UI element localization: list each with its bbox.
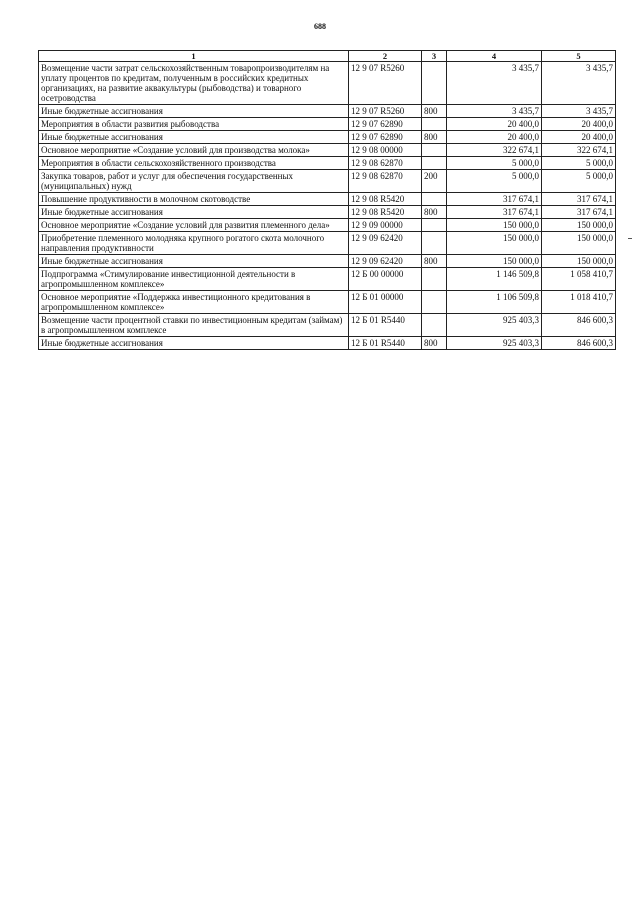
row-name-cell: Приобретение племенного молодняка крупного рогатого скота молочного направления продуктивности bbox=[39, 232, 349, 255]
row-type-cell: 800 bbox=[422, 255, 447, 268]
column-header-sum-2: 5 bbox=[542, 51, 616, 62]
row-code-cell: 12 9 07 R5260 bbox=[349, 105, 422, 118]
row-name-cell: Закупка товаров, работ и услуг для обеспечения государственных (муниципальных) нужд bbox=[39, 170, 349, 193]
row-sum-2-cell: 5 000,0 bbox=[542, 170, 616, 193]
row-name-cell: Иные бюджетные ассигнования bbox=[39, 131, 349, 144]
row-name-cell: Мероприятия в области сельскохозяйственного производства bbox=[39, 157, 349, 170]
column-header-code: 2 bbox=[349, 51, 422, 62]
row-sum-2-cell: 20 400,0 bbox=[542, 118, 616, 131]
row-name-cell: Возмещение части затрат сельскохозяйственным товаропроизводителям на уплату процентов по кредитам, полученным в российских кредитных организациях, на развитие аквакультуры (рыбоводства) и товарного осетроводства bbox=[39, 62, 349, 105]
row-sum-1-cell: 322 674,1 bbox=[447, 144, 542, 157]
row-sum-2-cell: 1 018 410,7 bbox=[542, 291, 616, 314]
row-code-cell: 12 9 09 62420 bbox=[349, 255, 422, 268]
row-sum-2-cell: 846 600,3 bbox=[542, 337, 616, 350]
table-row bbox=[39, 291, 616, 314]
row-code-cell: 12 Б 00 00000 bbox=[349, 268, 422, 291]
row-code-cell: 12 9 08 R5420 bbox=[349, 193, 422, 206]
row-name-cell: Мероприятия в области развития рыбоводства bbox=[39, 118, 349, 131]
row-sum-2-cell: 1 058 410,7 bbox=[542, 268, 616, 291]
row-code-cell: 12 Б 01 R5440 bbox=[349, 314, 422, 337]
row-sum-2-cell: 150 000,0 bbox=[542, 219, 616, 232]
row-sum-1-cell: 20 400,0 bbox=[447, 131, 542, 144]
table-row bbox=[39, 337, 616, 350]
table-row bbox=[39, 193, 616, 206]
table-row bbox=[39, 62, 616, 105]
row-code-cell: 12 9 07 62890 bbox=[349, 118, 422, 131]
budget-table bbox=[38, 50, 616, 350]
row-name-cell: Основное мероприятие «Поддержка инвестиционного кредитования в агропромышленном комплексе» bbox=[39, 291, 349, 314]
table-row bbox=[39, 170, 616, 193]
row-sum-2-cell: 3 435,7 bbox=[542, 62, 616, 105]
row-type-cell bbox=[422, 193, 447, 206]
table-row bbox=[39, 232, 616, 255]
table-row bbox=[39, 268, 616, 291]
table-row bbox=[39, 118, 616, 131]
row-sum-2-cell: 317 674,1 bbox=[542, 193, 616, 206]
row-type-cell: 800 bbox=[422, 337, 447, 350]
table-row bbox=[39, 255, 616, 268]
table-body bbox=[39, 62, 616, 350]
row-sum-2-cell: 150 000,0 bbox=[542, 255, 616, 268]
row-sum-1-cell: 150 000,0 bbox=[447, 255, 542, 268]
row-sum-2-cell: 317 674,1 bbox=[542, 206, 616, 219]
row-sum-2-cell: 846 600,3 bbox=[542, 314, 616, 337]
row-sum-2-cell: 322 674,1 bbox=[542, 144, 616, 157]
row-type-cell bbox=[422, 219, 447, 232]
row-code-cell: 12 9 08 R5420 bbox=[349, 206, 422, 219]
row-code-cell: 12 9 09 00000 bbox=[349, 219, 422, 232]
row-sum-1-cell: 150 000,0 bbox=[447, 232, 542, 255]
table-row bbox=[39, 206, 616, 219]
row-type-cell bbox=[422, 144, 447, 157]
column-header-name: 1 bbox=[39, 51, 349, 62]
table-row bbox=[39, 131, 616, 144]
row-code-cell: 12 9 08 62870 bbox=[349, 170, 422, 193]
row-code-cell: 12 9 09 62420 bbox=[349, 232, 422, 255]
page-number: 688 bbox=[314, 22, 326, 31]
row-name-cell: Иные бюджетные ассигнования bbox=[39, 206, 349, 219]
row-sum-1-cell: 317 674,1 bbox=[447, 193, 542, 206]
row-sum-1-cell: 3 435,7 bbox=[447, 62, 542, 105]
row-code-cell: 12 9 07 62890 bbox=[349, 131, 422, 144]
row-name-cell: Подпрограмма «Стимулирование инвестиционной деятельности в агропромышленном комплексе» bbox=[39, 268, 349, 291]
column-header-sum-1: 4 bbox=[447, 51, 542, 62]
row-code-cell: 12 9 07 R5260 bbox=[349, 62, 422, 105]
row-sum-1-cell: 1 146 509,8 bbox=[447, 268, 542, 291]
row-type-cell bbox=[422, 268, 447, 291]
row-code-cell: 12 9 08 62870 bbox=[349, 157, 422, 170]
row-type-cell bbox=[422, 232, 447, 255]
row-name-cell: Иные бюджетные ассигнования bbox=[39, 255, 349, 268]
row-sum-2-cell: 20 400,0 bbox=[542, 131, 616, 144]
table-row bbox=[39, 157, 616, 170]
row-type-cell bbox=[422, 314, 447, 337]
table-row bbox=[39, 105, 616, 118]
row-type-cell bbox=[422, 62, 447, 105]
row-name-cell: Основное мероприятие «Создание условий для производства молока» bbox=[39, 144, 349, 157]
row-sum-1-cell: 3 435,7 bbox=[447, 105, 542, 118]
row-name-cell: Возмещение части процентной ставки по инвестиционным кредитам (займам) в агропромышленном комплексе bbox=[39, 314, 349, 337]
row-sum-1-cell: 20 400,0 bbox=[447, 118, 542, 131]
table-row bbox=[39, 314, 616, 337]
row-sum-1-cell: 925 403,3 bbox=[447, 337, 542, 350]
row-sum-2-cell: 150 000,0 bbox=[542, 232, 616, 255]
row-type-cell bbox=[422, 291, 447, 314]
row-code-cell: 12 9 08 00000 bbox=[349, 144, 422, 157]
row-sum-2-cell: 5 000,0 bbox=[542, 157, 616, 170]
margin-mark bbox=[628, 238, 632, 239]
row-type-cell bbox=[422, 157, 447, 170]
row-name-cell: Основное мероприятие «Создание условий для развития племенного дела» bbox=[39, 219, 349, 232]
row-type-cell: 800 bbox=[422, 206, 447, 219]
row-sum-1-cell: 317 674,1 bbox=[447, 206, 542, 219]
row-sum-2-cell: 3 435,7 bbox=[542, 105, 616, 118]
row-type-cell: 800 bbox=[422, 105, 447, 118]
row-type-cell: 200 bbox=[422, 170, 447, 193]
row-name-cell: Иные бюджетные ассигнования bbox=[39, 337, 349, 350]
row-sum-1-cell: 150 000,0 bbox=[447, 219, 542, 232]
table-header bbox=[39, 51, 616, 62]
row-type-cell bbox=[422, 118, 447, 131]
row-sum-1-cell: 925 403,3 bbox=[447, 314, 542, 337]
row-code-cell: 12 Б 01 00000 bbox=[349, 291, 422, 314]
row-sum-1-cell: 5 000,0 bbox=[447, 157, 542, 170]
row-name-cell: Повышение продуктивности в молочном скотоводстве bbox=[39, 193, 349, 206]
row-type-cell: 800 bbox=[422, 131, 447, 144]
table-row bbox=[39, 144, 616, 157]
header-row bbox=[39, 51, 616, 62]
row-name-cell: Иные бюджетные ассигнования bbox=[39, 105, 349, 118]
row-code-cell: 12 Б 01 R5440 bbox=[349, 337, 422, 350]
table-row bbox=[39, 219, 616, 232]
row-sum-1-cell: 5 000,0 bbox=[447, 170, 542, 193]
column-header-type: 3 bbox=[422, 51, 447, 62]
row-sum-1-cell: 1 106 509,8 bbox=[447, 291, 542, 314]
